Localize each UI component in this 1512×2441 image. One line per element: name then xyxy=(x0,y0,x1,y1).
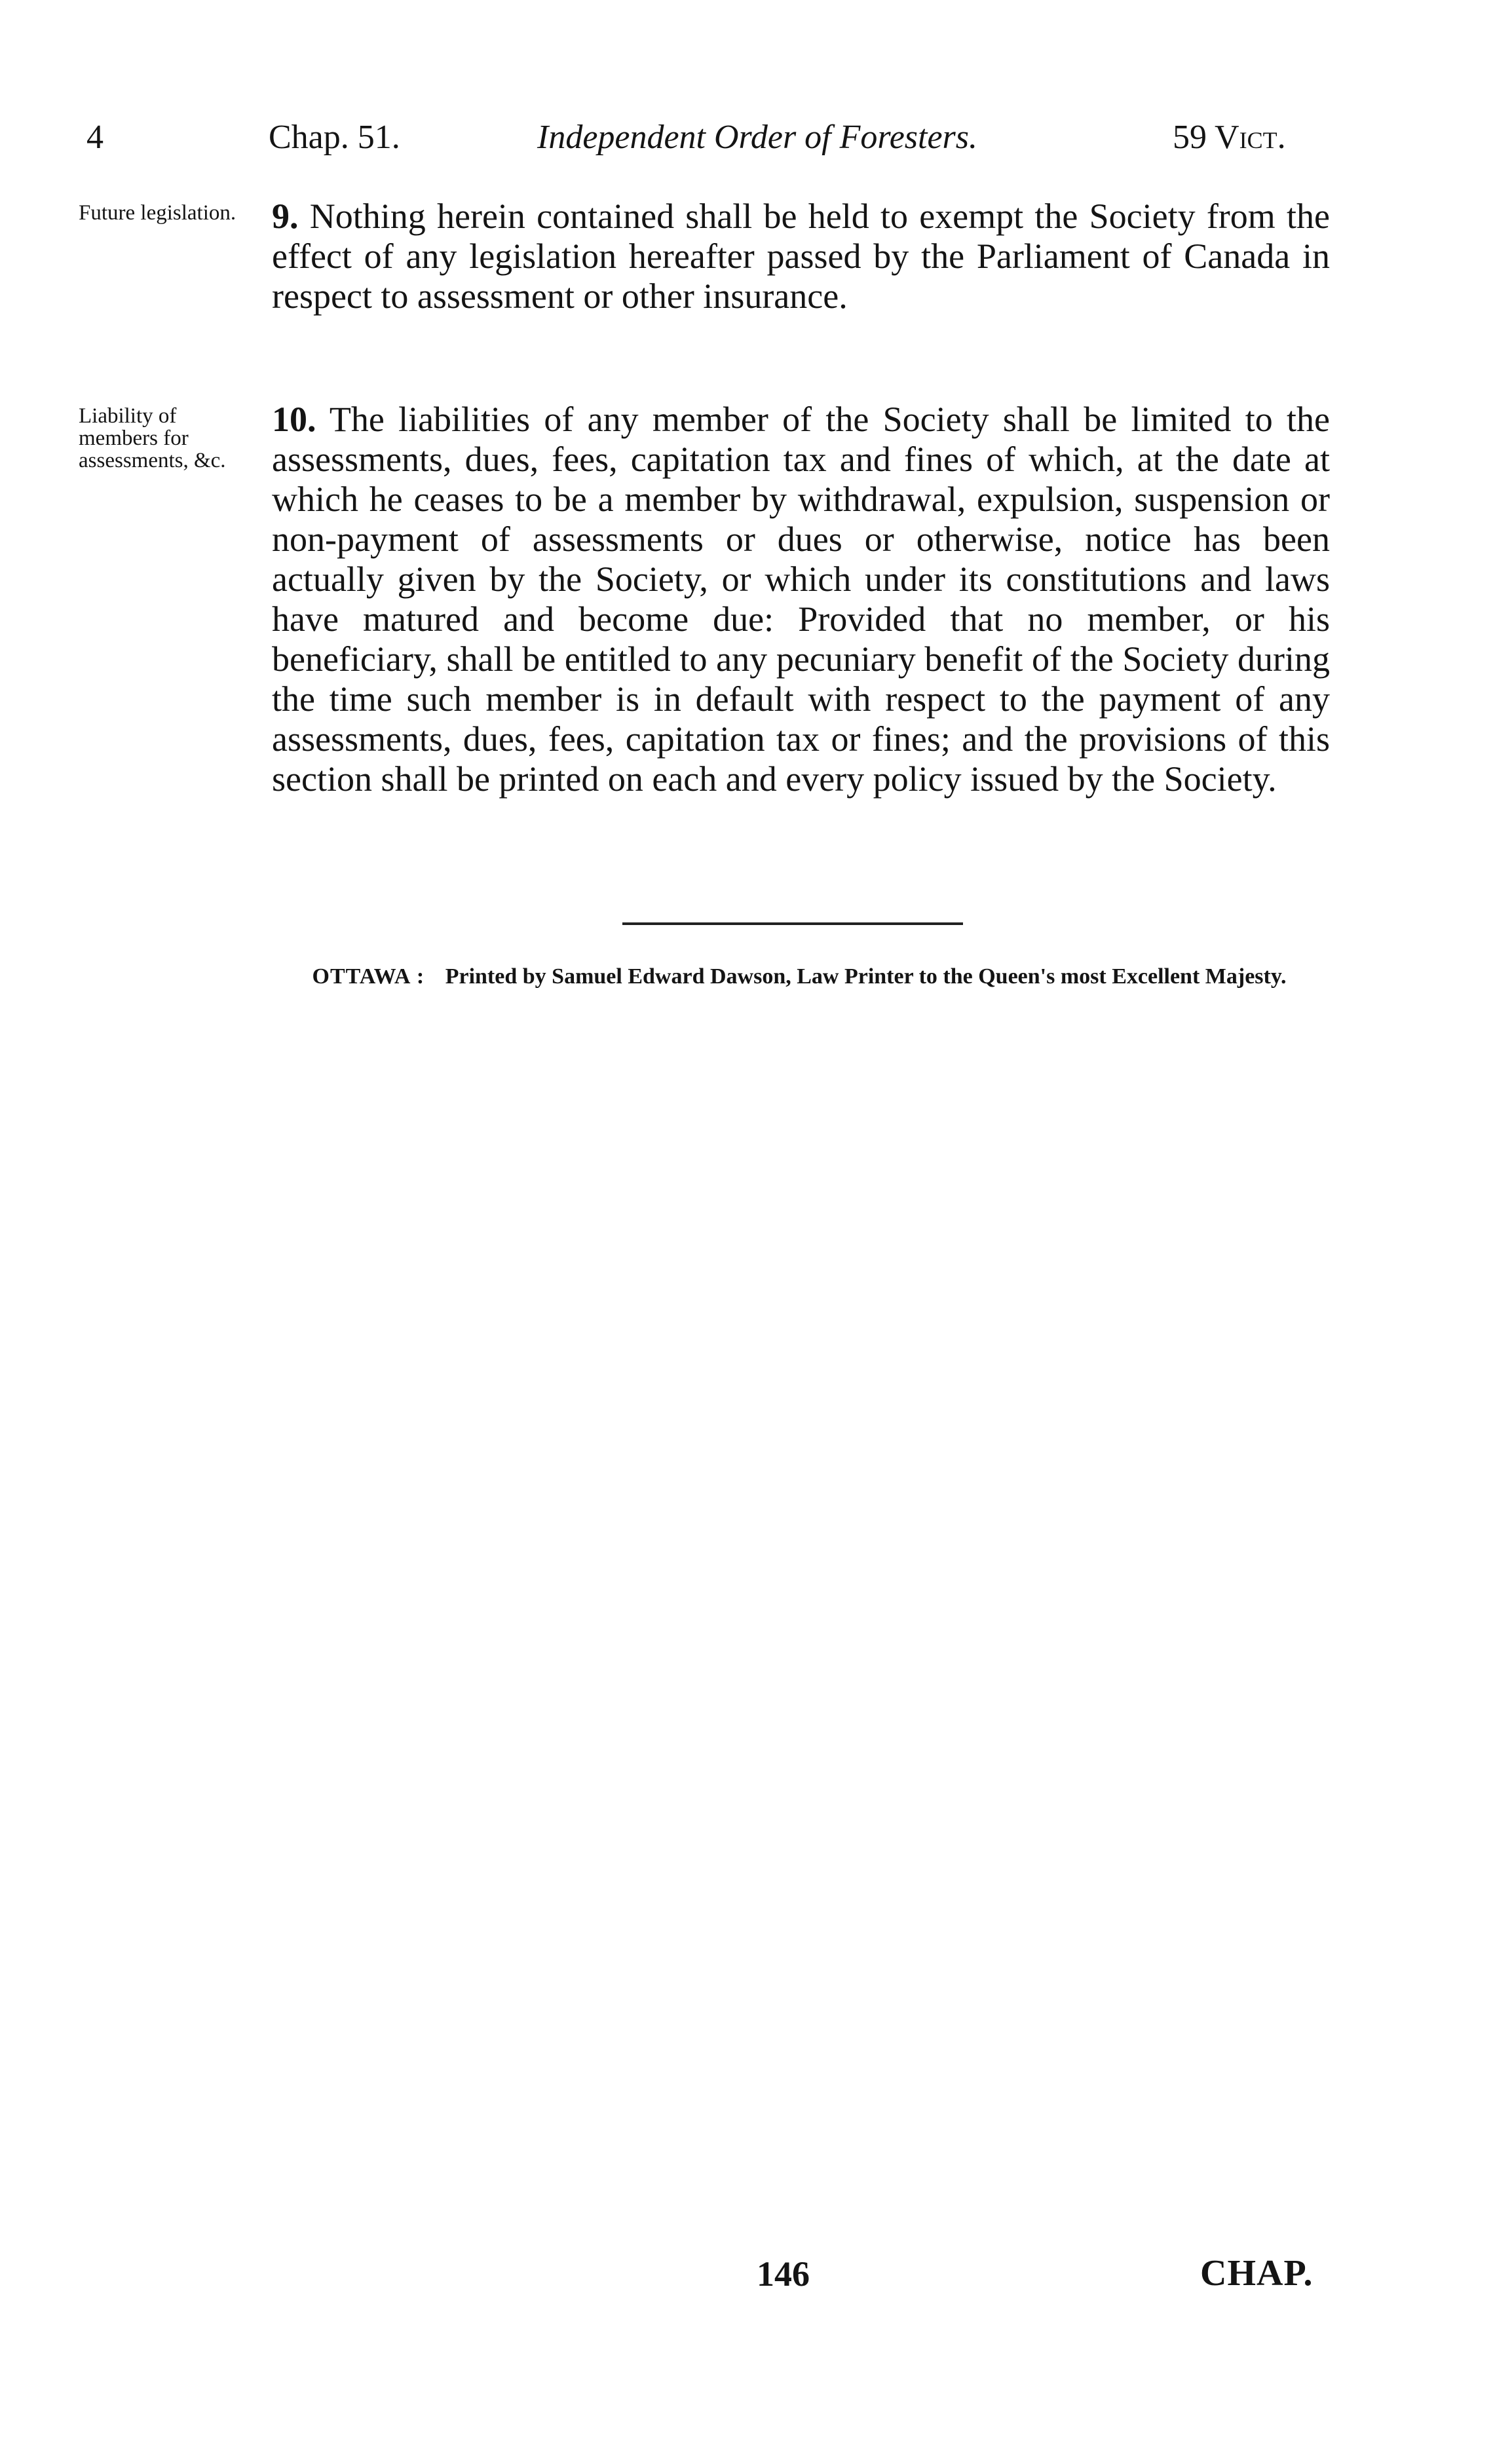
marginal-note: Liability of members for assessments, &c. xyxy=(79,404,226,472)
imprint-separator: : xyxy=(416,964,425,989)
section-number: 9. xyxy=(272,197,299,236)
header-year: 59 Vict. xyxy=(1173,119,1286,156)
footer-page-number: 146 xyxy=(757,2254,810,2294)
section-divider-rule xyxy=(622,922,963,925)
section-body xyxy=(272,197,1330,316)
section-body xyxy=(272,400,1330,799)
section-number: 10. xyxy=(272,400,316,439)
header-page-number: 4 xyxy=(86,119,104,156)
header-chapter: Chap. 51. xyxy=(269,119,400,156)
imprint-city: OTTAWA xyxy=(312,964,411,989)
imprint-text: Printed by Samuel Edward Dawson, Law Printer to the Queen's most Excellent Majesty. xyxy=(445,964,1287,989)
running-header xyxy=(79,118,1323,170)
section-text: Nothing herein contained shall be held to exempt the Society from the effect of any legislation hereafter passed by the Parliament of Canada in respect to assessment or other insurance. xyxy=(272,197,1331,316)
section-text: The liabilities of any member of the Society shall be limited to the assessments, dues, fees, capitation tax and fines of which, at the date at which he ceases to be a member by withdrawal, expulsion, suspension or non-payment of assessments or dues or otherwise, notice has been actually given by the Society, or which under its constitutions and laws have matured and become due: Provided that no member, or his beneficiary, shall be entitled to any pecuniary benefit of the Society during the time such member is in default with respect to the payment of any assessments, dues, fees, capitation tax or fines; and the provisions of this section shall be printed on each and every policy issued by the Society. xyxy=(272,400,1330,799)
printer-imprint xyxy=(275,963,1323,991)
footer-catchword: CHAP. xyxy=(1200,2253,1314,2294)
header-title: Independent Order of Foresters. xyxy=(537,119,978,156)
marginal-note: Future legislation. xyxy=(79,201,236,225)
